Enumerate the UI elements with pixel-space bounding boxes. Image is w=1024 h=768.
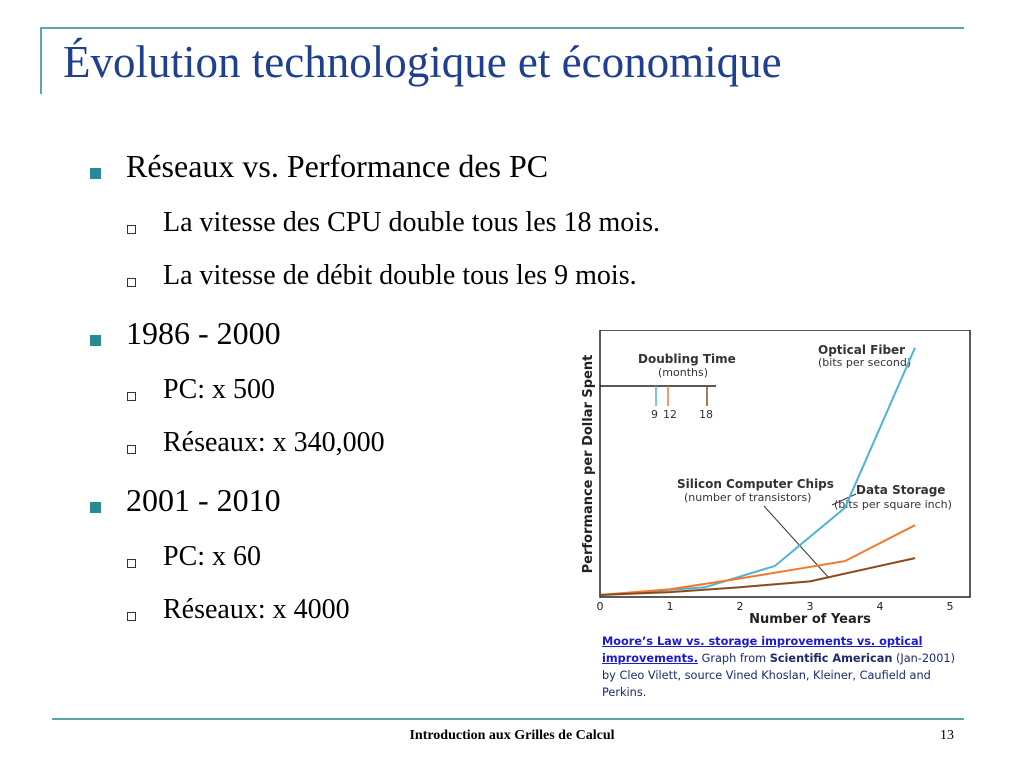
- x-tick-0: 0: [596, 600, 604, 613]
- bullet-square-icon: [90, 168, 101, 179]
- x-tick-5: 5: [946, 600, 954, 613]
- chips-sublabel: (number of transistors): [684, 491, 812, 504]
- top-rule: [40, 27, 964, 29]
- sub-bullet-pc-60: PC: x 60: [163, 541, 262, 572]
- slide-title: Évolution technologique et économique: [63, 37, 782, 87]
- bullet-2001-2010: 2001 - 2010: [126, 482, 281, 518]
- x-tick-2: 2: [736, 600, 744, 613]
- sub-bullet-icon: [127, 559, 136, 568]
- doubling-12: 12: [663, 408, 677, 421]
- doubling-units: (months): [658, 366, 709, 379]
- page-number: 13: [940, 728, 954, 743]
- bullet-square-icon: [90, 335, 101, 346]
- sub-bullet-icon: [127, 392, 136, 401]
- sub-bullet-reseaux-340000: Réseaux: x 340,000: [163, 427, 385, 458]
- sub-bullet-reseaux-4000: Réseaux: x 4000: [163, 594, 350, 625]
- bullet-reseaux-vs-pc: Réseaux vs. Performance des PC: [126, 148, 549, 184]
- sub-bullet-icon: [127, 445, 136, 454]
- moores-law-chart: [574, 330, 974, 625]
- bullet-square-icon: [90, 502, 101, 513]
- sub-bullet-debit: La vitesse de débit double tous les 9 mois.: [163, 260, 637, 291]
- sub-bullet-icon: [127, 278, 136, 287]
- doubling-18: 18: [699, 408, 713, 421]
- y-axis-label: Performance per Dollar Spent: [581, 354, 596, 574]
- caption-text-1: Graph from: [697, 652, 770, 665]
- bottom-rule: [52, 718, 964, 720]
- caption-text-2: (Jan-2001) by Cleo Vilett, source Vined Khoslan, Kleiner, Caufield and Perkins.: [602, 652, 956, 699]
- x-tick-4: 4: [876, 600, 884, 613]
- fiber-sublabel: (bits per second): [818, 356, 912, 369]
- caption-source: Scientific American: [769, 652, 893, 665]
- bullet-1986-2000: 1986 - 2000: [126, 315, 281, 351]
- doubling-9: 9: [651, 408, 658, 421]
- storage-sublabel: (bits per square inch): [834, 498, 952, 511]
- figure-caption: [602, 633, 957, 701]
- caption-link[interactable]: Moore’s Law vs. storage improvements vs. optical improvements.: [602, 635, 923, 665]
- footer-title: Introduction aux Grilles de Calcul: [409, 728, 615, 743]
- doubling-title: Doubling Time: [638, 352, 736, 366]
- x-tick-1: 1: [666, 600, 674, 613]
- chips-label: Silicon Computer Chips: [677, 477, 834, 491]
- sub-bullet-icon: [127, 612, 136, 621]
- left-rule: [40, 27, 42, 94]
- x-axis-label: Number of Years: [749, 612, 871, 625]
- sub-bullet-cpu: La vitesse des CPU double tous les 18 mois.: [163, 207, 660, 238]
- sub-bullet-pc-500: PC: x 500: [163, 374, 276, 405]
- x-tick-3: 3: [806, 600, 814, 613]
- sub-bullet-icon: [127, 225, 136, 234]
- storage-label: Data Storage: [856, 483, 946, 497]
- fiber-label: Optical Fiber: [818, 343, 906, 357]
